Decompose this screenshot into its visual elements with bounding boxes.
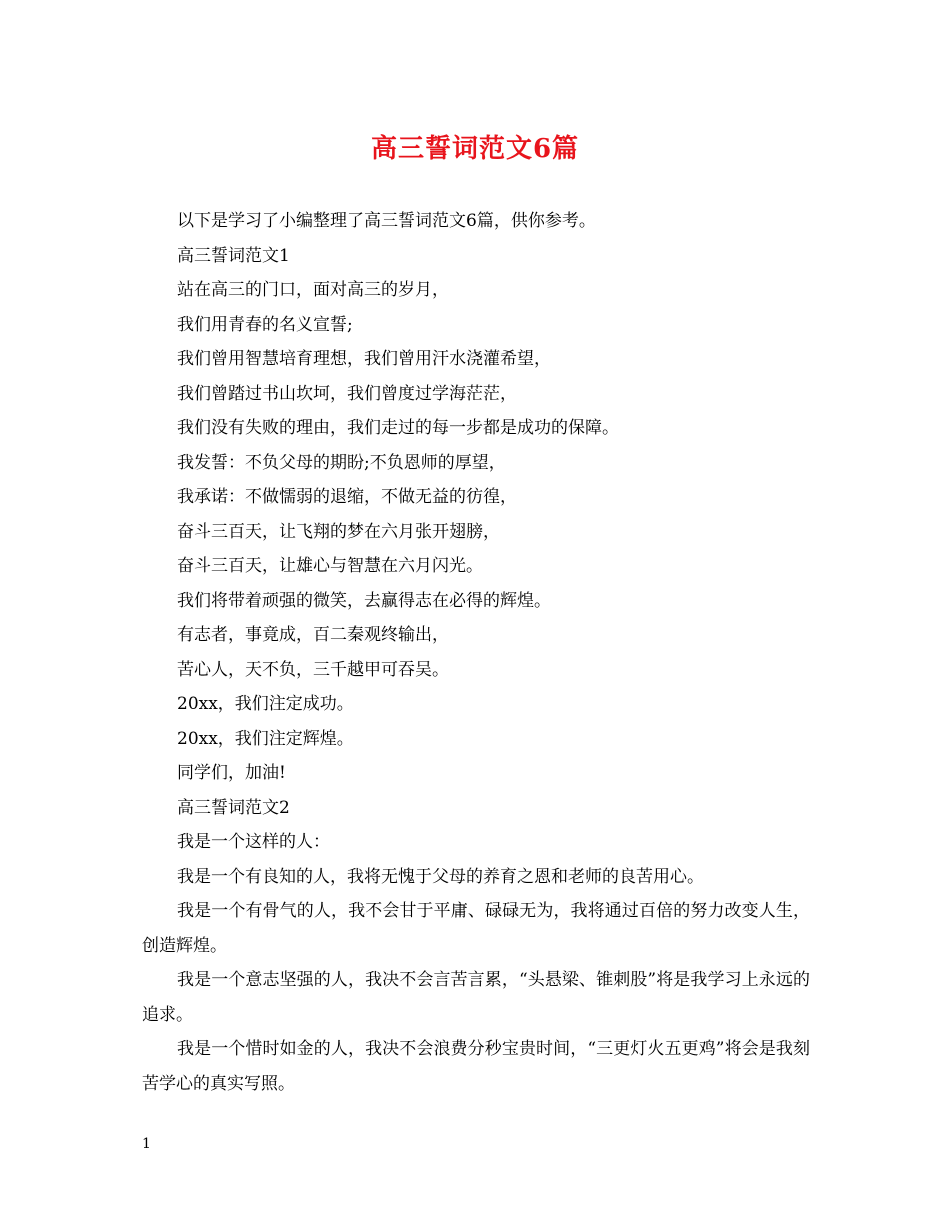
paragraph-intro: 以下是学习了小编整理了高三誓词范文6篇，供你参考。 xyxy=(177,211,596,231)
paragraph: 奋斗三百天，让雄心与智慧在六月闪光。 xyxy=(177,556,483,576)
paragraph: 有志者，事竟成，百二秦观终输出， xyxy=(177,625,449,645)
section-heading-1: 高三誓词范文1 xyxy=(177,245,290,266)
paragraph: 我是一个意志坚强的人，我决不会言苦言累，“头悬梁、锥刺股”将是我学习上永远的追求。 xyxy=(142,970,810,1025)
document-title: 高三誓词范文6篇 xyxy=(370,134,580,164)
paragraph: 我发誓：不负父母的期盼;不负恩师的厚望， xyxy=(177,452,506,473)
paragraph: 我承诺：不做懦弱的退缩，不做无益的彷徨， xyxy=(177,487,517,507)
page-number: 1 xyxy=(142,1136,151,1152)
paragraph: 我们将带着顽强的微笑，去赢得志在必得的辉煌。 xyxy=(177,590,551,611)
paragraph: 20xx，我们注定辉煌。 xyxy=(177,728,354,749)
paragraph: 我是一个有良知的人，我将无愧于父母的养育之恩和老师的良苦用心。 xyxy=(177,866,704,887)
paragraph: 同学们，加油! xyxy=(177,763,286,783)
paragraph: 我是一个这样的人： xyxy=(177,832,330,852)
paragraph: 站在高三的门口，面对高三的岁月， xyxy=(177,280,449,300)
paragraph: 我们用青春的名义宣誓; xyxy=(177,314,353,335)
paragraph: 20xx，我们注定成功。 xyxy=(177,694,354,714)
document-body xyxy=(142,204,810,1101)
paragraph: 我是一个惜时如金的人，我决不会浪费分秒宝贵时间，“三更灯火五更鸡”将会是我刻苦学心的真实写照。 xyxy=(142,1039,810,1094)
paragraph: 我们没有失败的理由，我们走过的每一步都是成功的保障。 xyxy=(177,418,619,438)
paragraph: 我们曾用智慧培育理想，我们曾用汗水浇灌希望， xyxy=(177,349,551,369)
section-heading-2: 高三誓词范文2 xyxy=(177,797,290,818)
paragraph: 奋斗三百天，让飞翔的梦在六月张开翅膀， xyxy=(177,521,500,542)
paragraph: 我们曾踏过书山坎坷，我们曾度过学海茫茫， xyxy=(177,383,517,404)
paragraph: 苦心人，天不负，三千越甲可吞吴。 xyxy=(177,659,449,680)
paragraph: 我是一个有骨气的人，我不会甘于平庸、碌碌无为，我将通过百倍的努力改变人生，创造辉煌。 xyxy=(142,901,810,956)
